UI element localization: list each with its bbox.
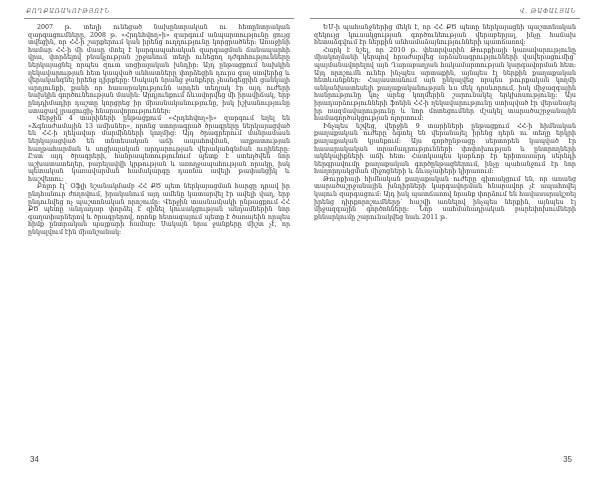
paragraph: Ինչպես նշվեց, վերջին 9 տարիների ընթացքում ՀՀ-ի հիմնական քաղաքական ուժերը ձգտել են վերանայել իրենց դերն ու տեղը երկրի քաղաքական կյանքում: Այս գործընթացը սերտորեն կապված էր հասարակական տրամադրությունների փոփոխության և ընտրողների ակնկալիքների աճի հետ: Հատկապես կարևոր էր երիտասարդ սերնդի ներգրավումը քաղաքական գործընթացներում, ինչը պահանջում էր նոր հաղորդակցման միջոցների և ձևաչափերի կիրառում: bbox=[314, 122, 576, 176]
page-body bbox=[314, 24, 576, 430]
page-body bbox=[28, 24, 290, 430]
header-rule bbox=[24, 18, 294, 19]
running-head: ՔՈՂՔԱՌԱԿՈՒԹՅՈՒՆ bbox=[26, 8, 110, 15]
paragraph: Հարկ է նշել, որ 2010 թ. փետրվարին Թուրքիայի կառավարությունը միակողմանի կերպով հրաժարվեց արձանագրությունների վավերացումից՝ պայմանավորելով այն Ղարաբաղյան հակամարտության կարգավորման հետ: Այդ որոշումն ուներ ինչպես արտաքին, այնպես էլ ներքին քաղաքական հետևանքներ: Հայաստանում այն ընկալվեց որպես թուրքական կողմի անկանխատեսելի քաղաքականության ևս մեկ դրսևորում, իսկ միջազգային հանրությունը կոչ արեց կողմերին շարունակել երկխոսությունը: Այս իրադարձությունների ֆոնին ՀՀ-ի ղեկավարությունը ստիպված էր վերանայել իր ռազմավարությունը և նոր մոտեցումներ մշակել տարածաշրջանային համագործակցության ոլորտում: bbox=[314, 46, 576, 123]
right-page bbox=[306, 0, 584, 496]
paragraph: Թուրքիայի հիմնական քաղաքական ուժերը գիտակցում են, որ առանց տարածաշրջանային խնդիրների կարգավորման հնարավոր չէ ապահովել կայուն զարգացում: Այդ իսկ պատճառով նրանք փորձում են հավասարակշռել իրենց դիրքորոշումները՝ հաշվի առնելով ինչպես ներքին, այնպես էլ միջազգային գործոնները: Նոր սահմանադրական բարեփոխումների քննարկումը շարունակվեց նաև 2011 թ. bbox=[314, 175, 576, 221]
paragraph: Վերջին 4 տարիների ընթացքում «Հրդեհվող»ի» զարգում եղել են «Ճգնաժամային 13 ամիսներ», որոնց ստորագրած ծրագրերը ներկայացված են ՀՀ-ի ղեկավար մարմինների կողմից: Այդ ծրագրերում մանրամասն ներկայացված են տնտեսական աճի ապահովման, աղքատության հաղթահարման և սոցիալական արդարության վերականգնման ուղիները: Ըստ այդ ծրագրերի, հանրապետությունում պետք է ստեղծվեն նոր աշխատատեղեր, բարելավվի կրթության և առողջապահության որակը, իսկ պետական կառավարման համակարգը դառնա ավելի թափանցիկ և հաշվետու: bbox=[28, 115, 290, 183]
paragraph: 2007 թ. տեղի ունեցած նախընտրական ու հետընտրական զարգացումները, 2008 թ. «Հրդեհվող»ի» զարգում անպարտությունը ցույց տվեցին, որ ՀՀ-ի շարքերում կան իրենց ուղղությունը կորցրածներ: Առաջինի համար ՀՀ-ի մի մասը մտել է կարգապահական զարգացման ճանապարհի վրա, փորձելով բնակչության շրջանում տեղի ունեցող դժգոհությունները ներկայացնել որպես զուտ սոցիալական խնդիր: Այդ ընթացքում նախկին ղեկավարության հետ կապված անհատները փորձեցին դուրս գալ ստվերից և վերականգնել իրենց դիրքերը: Սակայն նրանց ջանքերը չհանգեցրին ցանկալի արդյունքի, քանի որ հասարակությունն արդեն տեղյակ էր այդ ուժերի նախկին գործունեության մասին: Արդյունքում ձևավորվեց մի իրավիճակ, երբ ընդդիմադիր դաշտը կորցրեց իր միասնականությունը, իսկ իշխանությունը ստացավ լրացուցիչ հնարավորություններ: bbox=[28, 24, 290, 115]
left-page bbox=[20, 0, 298, 496]
header-rule bbox=[310, 18, 580, 19]
page-number: 35 bbox=[563, 455, 572, 464]
paragraph: ԵՄ-ի պահանջներից մեկն է, որ ՀՀ ՔԾ պետը ներկայացնի պաշտոնական զեկույց կուսակցության գործունեության վերաբերյալ, ինչը հաճախ հետաձգվում էր ներքին անհամաձայնությունների պատճառով: bbox=[314, 24, 576, 47]
running-head: Վ. ԹԱՓԱԼՅԱՆ bbox=[519, 8, 576, 15]
page-number: 34 bbox=[30, 455, 39, 464]
paragraph: Բոլոր էլ՝ Օֆլի նշանակմամբ ՀՀ ՔԾ պետ ներկայացման հարցը դրավ իր ընդհանուր ժողովում, իրականում այդ ամենը կատարվել էր ավելի վաղ, երբ ընդունվեց ոչ պաշտոնական որոշումը: Վերջին տասնամյակի ընթացքում ՀՀ ՔԾ պետը անդադար փորձել է զինել կուսակցության անդամներին նոր գաղափարներով և ծրագրերով, որոնք հետագայում պետք է ծառայեին որպես հիմք ընտրական պայքարի համար: Սակայն նրա ջանքերը միշտ չէ, որ ընկալվում էին միանշանակ: bbox=[28, 183, 290, 237]
